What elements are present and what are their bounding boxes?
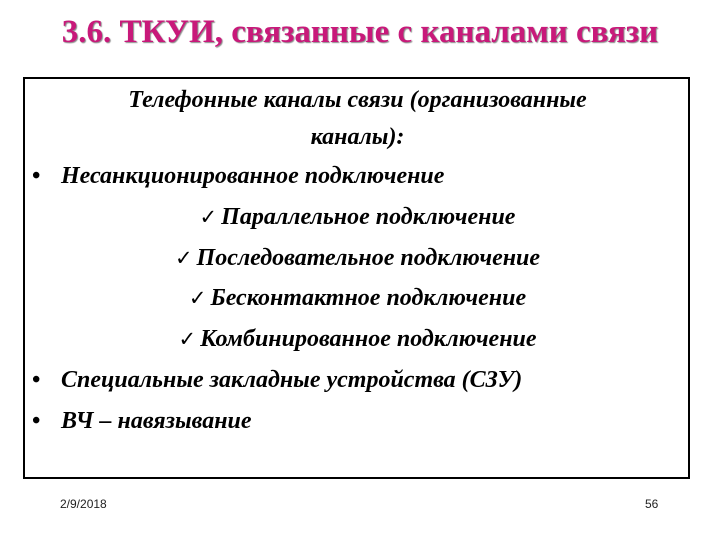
sub-item-text: Бесконтактное подключение (210, 285, 527, 311)
sub-item-text: Комбинированное подключение (200, 326, 537, 352)
heading-line-1: Телефонные каналы связи (организованные (128, 87, 587, 113)
checkmark-icon: ✓ (174, 246, 193, 270)
footer-date: 2/9/2018 (60, 497, 107, 511)
checkmark-icon: ✓ (178, 327, 197, 351)
bullet-text: ВЧ – навязывание (61, 408, 252, 434)
heading-line-2: каналы): (310, 124, 405, 150)
sub-item-text: Параллельное подключение (221, 204, 516, 230)
sub-item-text: Последовательное подключение (196, 245, 541, 271)
sub-item (25, 326, 690, 353)
bullet-text: Специальные закладные устройства (СЗУ) (61, 367, 523, 393)
sub-item (25, 245, 690, 272)
bullet-icon: • (32, 367, 41, 393)
footer-page-number: 56 (645, 497, 659, 511)
bullet-icon: • (32, 163, 41, 189)
sub-item (25, 285, 690, 312)
bullet-text: Несанкционированное подключение (61, 163, 445, 189)
slide-title: 3.6. ТКУИ, связанные с каналами связи (61, 14, 659, 50)
checkmark-icon: ✓ (199, 205, 218, 229)
bullet-icon: • (32, 408, 41, 434)
checkmark-icon: ✓ (188, 286, 207, 310)
content-box (23, 77, 690, 479)
sub-item (25, 204, 690, 231)
